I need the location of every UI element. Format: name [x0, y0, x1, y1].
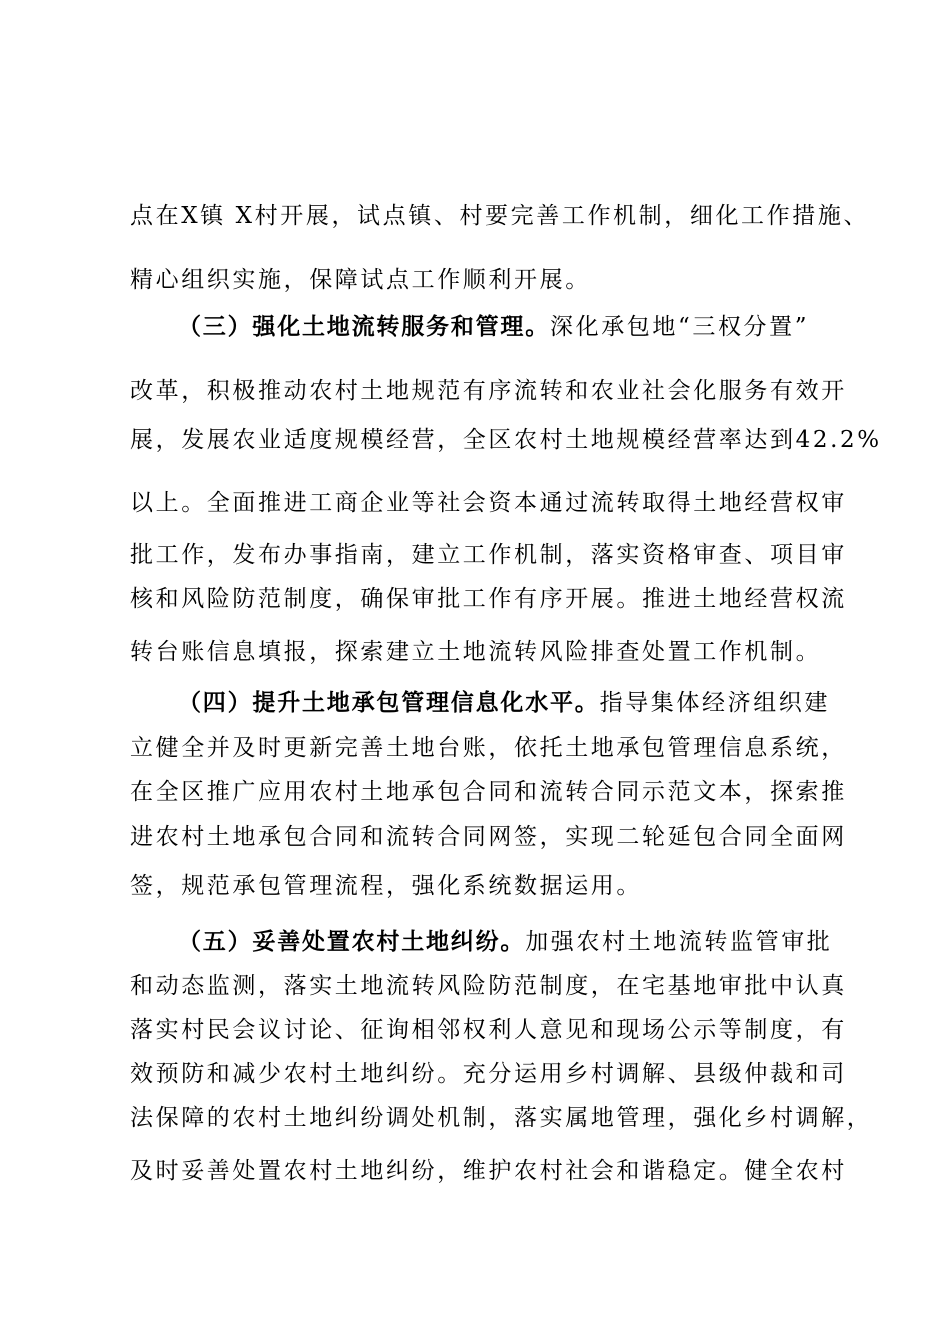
- text-line: 点在X镇 X村开展，试点镇、村要完善工作机制，细化工作措施、: [130, 203, 870, 229]
- section-heading-4: （四）提升土地承包管理信息化水平。: [178, 690, 600, 716]
- text-line: 改革，积极推动农村土地规范有序流转和农业社会化服务有效开: [130, 378, 847, 404]
- text-line: 落实村民会议讨论、征询相邻权利人意见和现场公示等制度，有: [130, 1017, 847, 1043]
- text-line: 进农村土地承包合同和流转合同网签，实现二轮延包合同全面网: [130, 824, 847, 850]
- text-line: 立健全并及时更新完善土地台账，依托土地承包管理信息系统，: [130, 735, 847, 761]
- text-line: 精心组织实施，保障试点工作顺利开展。: [130, 267, 591, 293]
- text-line: 核和风险防范制度，确保审批工作有序开展。推进土地经营权流: [130, 586, 847, 612]
- text-line: 以上。全面推进工商企业等社会资本通过流转取得土地经营权审: [130, 490, 847, 516]
- section-heading-5: （五）妥善处置农村土地纠纷。: [178, 929, 526, 955]
- paragraph-line: [178, 312, 855, 342]
- text-line: 和动态监测，落实土地流转风险防范制度，在宅基地审批中认真: [130, 973, 847, 999]
- text-segment: 加强农村土地流转监管审批: [525, 929, 833, 955]
- text-line: 法保障的农村土地纠纷调处机制，落实属地管理，强化乡村调解，: [130, 1105, 873, 1131]
- text-segment: 指导集体经济组织建: [599, 690, 831, 716]
- text-line: 签，规范承包管理流程，强化系统数据运用。: [130, 873, 642, 899]
- text-line: 及时妥善处置农村土地纠纷，维护农村社会和谐稳定。健全农村: [130, 1158, 847, 1184]
- paragraph-line: [178, 927, 855, 957]
- text-line: 效预防和减少农村土地纠纷。充分运用乡村调解、县级仲裁和司: [130, 1061, 847, 1087]
- text-line: 转台账信息填报，探索建立土地流转风险排查处置工作机制。: [130, 639, 822, 665]
- text-segment: 深化承包地“三权分置”: [550, 314, 810, 340]
- section-heading-3: （三）强化土地流转服务和管理。: [178, 314, 550, 340]
- text-line: 批工作，发布办事指南，建立工作机制，落实资格审查、项目审: [130, 542, 847, 568]
- text-line: 展，发展农业适度规模经营，全区农村土地规模经营率达到42.2%: [130, 427, 882, 453]
- text-line: 在全区推广应用农村土地承包合同和流转合同示范文本，探索推: [130, 779, 847, 805]
- paragraph-line: [178, 688, 855, 718]
